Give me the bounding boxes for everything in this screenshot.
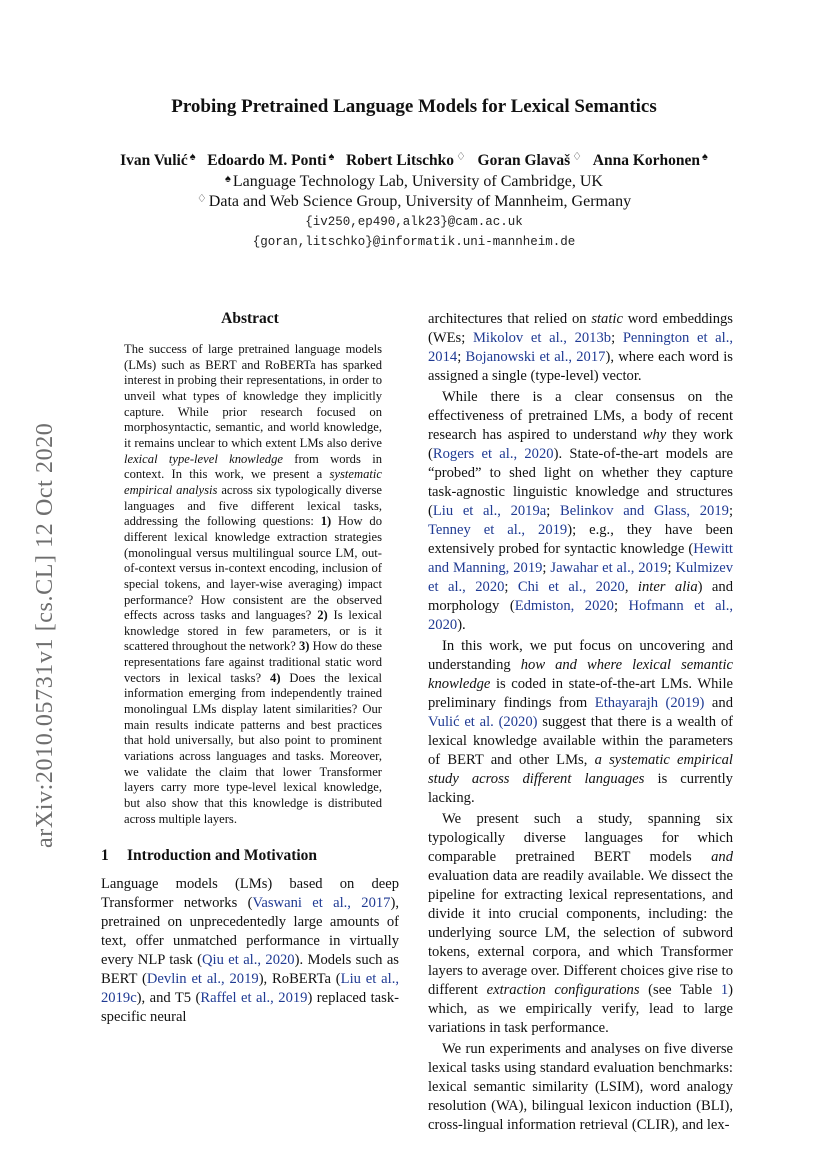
emphasis-text: how and where lexical semantic knowledge [428,657,733,692]
affiliation-mark: ♠ [189,151,196,163]
focus-paragraph [428,637,733,808]
body-text: ; [611,330,623,346]
body-text: evaluation data are readily available. We dissect the pipeline for extracting lexical representations, and divide it into crucial components, including: the underlying source LM, the selection of subword tokens, external corpora, and which Transformer layers to average over. Different choices give rise to different [428,868,733,998]
body-text: ) which, as we empirically verify, lead to large variations in task performance. [428,982,733,1036]
citation-link[interactable]: Vulić et al. (2020) [428,714,538,730]
email-cambridge[interactable]: {iv250,ep490,alk23}@cam.ac.uk [305,215,523,229]
emphasis-text: why [642,427,667,443]
citation-link[interactable]: Chi et al., 2020 [517,579,625,595]
body-text: ) and morphology ( [428,579,733,614]
citation-link[interactable]: 1 [720,982,729,998]
author-2: Edoardo M. Ponti ♠ [207,151,335,169]
body-text: they work ( [428,427,734,462]
body-text: ; [504,579,518,595]
author-3: Robert Litschko ♢ [345,151,466,169]
emphasis-text: a systematic empirical study across different languages [428,752,733,787]
citation-link[interactable]: Raffel et al., 2019 [200,990,308,1007]
citation-link[interactable]: Pennington et al., 2014 [428,330,733,365]
citation-link[interactable]: Vaswani et al., 2017 [252,895,391,912]
body-text: ), pretrained on unprecedentedly large amounts of text, offer unmatched performance in virtually every NLP task ( [101,895,399,969]
emphasis-text: static [591,311,623,327]
citation-link[interactable]: Belinkov and Glass, 2019 [560,503,729,519]
author-5: Anna Korhonen ♠ [592,151,708,169]
study-paragraph [428,810,733,1038]
body-text: We present such a study, spanning six typologically diverse languages for which comparable pretrained BERT models [428,811,733,865]
paper-title: Probing Pretrained Language Models for Lexical Semantics [171,96,657,117]
citation-link[interactable]: Tenney et al., 2019 [428,522,568,538]
email-mannheim[interactable]: {goran,litschko}@informatik.uni-mannheim.de [252,235,576,249]
body-text: While there is a clear consensus on the effectiveness of pretrained LMs, a body of recent research has aspired to understand [428,389,733,443]
author-list [0,150,828,170]
author-4: Goran Glavaš ♢ [477,151,582,169]
body-text: is currently lacking. [428,771,733,806]
tasks-paragraph [428,1040,733,1135]
citation-link[interactable]: Kulmizev et al., 2020 [428,560,733,595]
arxiv-stamp-text: arXiv:2010.05731v1 [cs.CL] 12 Oct 2020 [32,422,58,848]
body-text: , [624,579,638,595]
affiliation-mark: ♢ [456,151,466,163]
citation-link[interactable]: Edmiston, 2020 [514,598,614,614]
right-column [428,310,733,1135]
intro-paragraph [101,875,399,1027]
emphasis-text: inter alia [637,579,698,595]
citation-link[interactable]: Liu et al., 2019a [432,503,547,519]
body-text: and [704,695,733,711]
abstract-text: The success of large pretrained language models (LMs) such as BERT and RoBERTa has sparked interest in probing their representations, in order to unveil what types of knowledge they implicitly capture. While prior research focused on morphosyntactic, semantic, and world knowledge, it remains unclear to which extent LMs also derive lexical type-level knowledge from words in context. In this work, we present a systematic empirical analysis across six typologically diverse languages and five different lexical tasks, addressing the following questions: 1) How do different lexical knowledge extraction strategies (monolingual versus multilingual source LM, out-of-context versus in-context encoding, inclusion of special tokens, and layer-wise averaging) impact performance? How consistent are the observed effects across tasks and languages? 2) Is lexical knowledge stored in few parameters, or is it scattered throughout the network? 3) How do these representations fare against traditional static word vectors in lexical tasks? 4) Does the lexical information emerging from independently trained monolingual LMs display latent similarities? Our main results indicate patterns and best practices that hold universally, but also point to prominent variations across languages and tasks. Moreover, we validate the claim that lower Transformer layers carry more type-level lexical knowledge, but also show that this knowledge is distributed across multiple layers. [124,342,383,826]
body-text: ). [457,617,466,633]
affiliation-mark: ♠ [702,151,708,163]
affiliation-mannheim: ♢ Data and Web Science Group, University of Mannheim, Germany [196,193,632,210]
body-text: Language models (LMs) based on deep Transformer networks ( [101,876,399,912]
citation-link[interactable]: Liu et al., 2019c [101,971,399,1007]
body-text: ; [457,349,466,365]
affiliation-mark: ♢ [572,151,582,163]
citation-link[interactable]: Hofmann et al., 2020 [428,598,733,633]
body-text: ), where each word is assigned a single (type-level) vector. [428,349,733,384]
body-text: ); e.g., they have been extensively probed for syntactic knowledge ( [428,522,734,557]
affiliation-mark: ♢ [196,193,207,205]
left-column [101,310,399,1027]
body-text: In this work, we put focus on uncovering and understanding [428,638,733,673]
body-text: ), and T5 ( [136,990,201,1007]
citation-link[interactable]: Rogers et al., 2020 [432,446,554,462]
citation-link[interactable]: Mikolov et al., 2013b [472,330,612,346]
section-heading-introduction: 1 Introduction and Motivation [101,847,318,865]
body-text: ). Models such as BERT ( [101,952,399,988]
citation-link[interactable]: Jawahar et al., 2019 [550,560,668,576]
affiliation-mark: ♠ [328,151,335,163]
body-text: ), RoBERTa ( [258,971,341,988]
body-text: ; [546,503,560,519]
affiliation-cambridge: ♠ Language Technology Lab, University of Cambridge, UK [225,173,603,190]
body-text: We run experiments and analyses on five diverse lexical tasks using standard evaluation benchmarks: lexical semantic similarity (LSIM), word analogy resolution (WA), bilingual lexicon induction (BLI), cross-lingual information retrieval (CLIR), and lex- [428,1041,733,1133]
emphasis-text: extraction configurations [486,982,640,998]
body-text: is coded in state-of-the-art LMs. While preliminary findings from [428,676,733,711]
body-text: ; [667,560,676,576]
citation-link[interactable]: Devlin et al., 2019 [146,971,259,988]
emphasis-text: and [711,849,733,865]
body-text: ) replaced task-specific neural [101,990,399,1026]
citation-link[interactable]: Ethayarajh (2019) [594,695,705,711]
body-text: ; [728,503,733,519]
body-text: ). State-of-the-art models are “probed” to shed light on whether they capture task-agnostic linguistic knowledge and structures ( [428,446,733,519]
citation-link[interactable]: Hewitt and Manning, 2019 [428,541,733,576]
author-1: Ivan Vulić ♠ [120,151,196,169]
abstract-heading: Abstract [221,310,279,327]
citation-link[interactable]: Bojanowski et al., 2017 [465,349,606,365]
probing-paragraph [428,388,733,635]
intro-paragraph-continued [428,310,733,386]
body-text: suggest that there is a wealth of lexical knowledge available within the parameters of BERT and other LMs, [428,714,733,768]
citation-link[interactable]: Qiu et al., 2020 [201,952,295,969]
body-text: word embeddings (WEs; [428,311,733,346]
body-text: (see Table [639,982,721,998]
body-text: ; [613,598,629,614]
body-text: ; [542,560,551,576]
affiliation-mark: ♠ [225,173,231,185]
body-text: architectures that relied on [428,311,592,327]
